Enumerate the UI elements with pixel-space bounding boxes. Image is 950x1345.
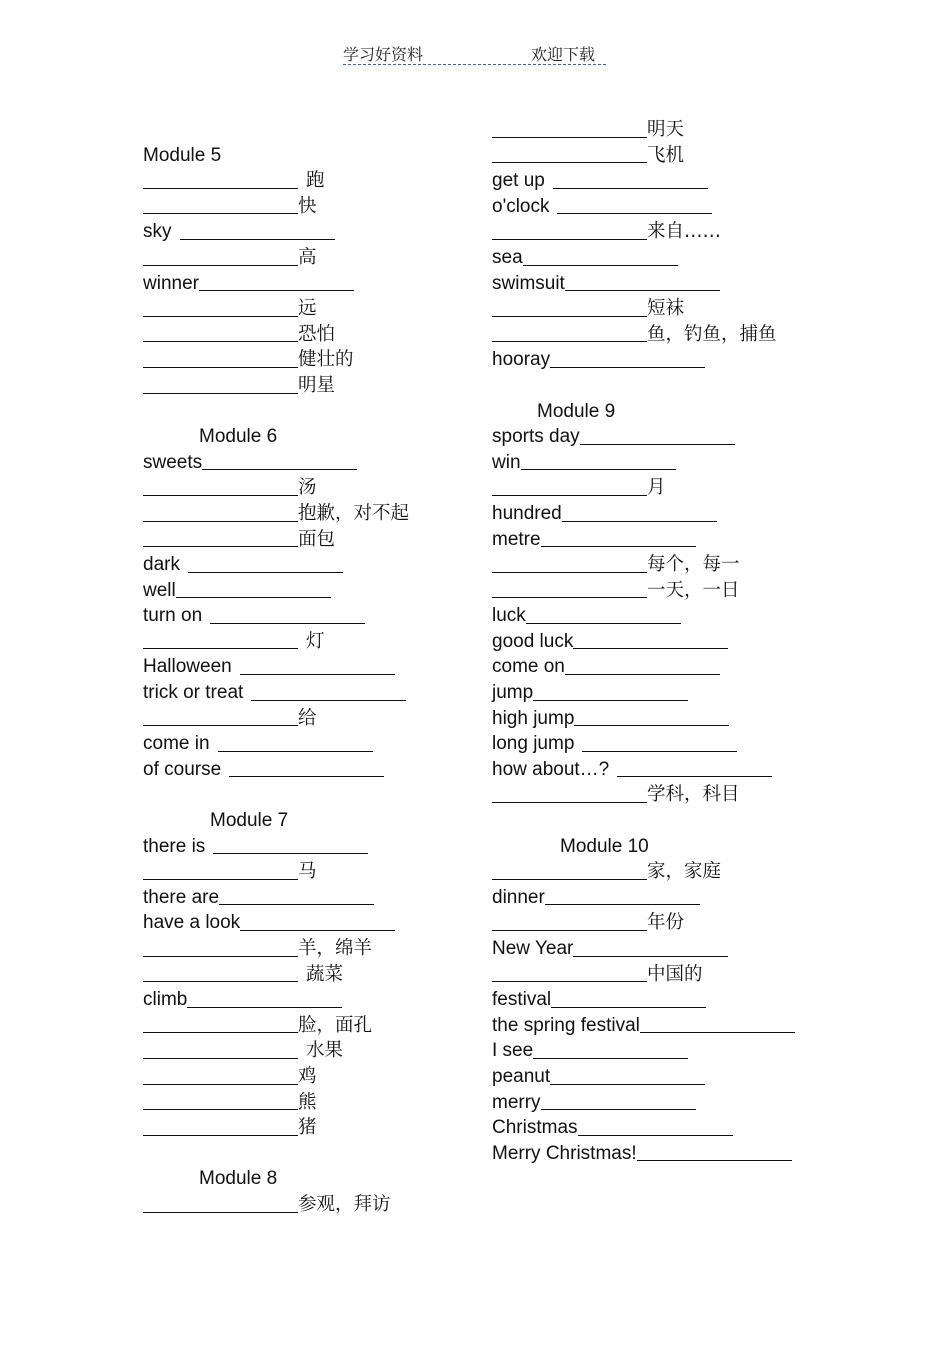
spacer [143,782,503,808]
english-prompt: turn on [143,605,203,627]
chinese-prompt: 健壮的 [298,349,354,371]
answer-blank[interactable] [492,315,647,317]
answer-blank[interactable] [492,980,647,982]
english-prompt: there are [143,886,220,908]
english-prompt: the spring festival [492,1014,640,1036]
english-prompt: get up [492,170,545,192]
english-prompt: well [143,579,176,601]
chinese-prompt: 参观，拜访 [298,1193,391,1215]
module-heading [492,399,852,425]
english-prompt: dark [143,554,180,576]
answer-blank[interactable] [526,622,681,624]
module-title: Module 9 [537,400,616,422]
vocab-line [143,501,503,527]
answer-blank[interactable] [492,238,647,240]
vocab-line [143,885,503,911]
answer-blank[interactable] [492,494,647,496]
vocab-line [492,1115,852,1141]
answer-blank[interactable] [143,1083,298,1085]
chinese-prompt: 学科，科目 [647,784,740,806]
chinese-prompt: 猪 [298,1117,317,1139]
vocab-line [492,654,852,680]
chinese-prompt: 恐怕 [298,323,336,345]
answer-blank[interactable] [143,1108,298,1110]
vocab-line [143,245,503,271]
english-prompt: come in [143,733,210,755]
answer-blank[interactable] [573,955,728,957]
english-prompt: sky [143,221,172,243]
answer-blank[interactable] [143,366,298,368]
vocab-line [492,629,852,655]
answer-blank[interactable] [188,571,343,573]
answer-blank[interactable] [143,955,298,957]
answer-blank[interactable] [640,1031,795,1033]
chinese-prompt: 马 [298,861,317,883]
page-header [343,40,606,65]
vocab-line [492,885,852,911]
module-heading [143,143,503,169]
vocab-line [143,987,503,1013]
answer-blank[interactable] [143,724,298,726]
vocab-line [492,731,852,757]
vocab-line [143,680,503,706]
chinese-prompt: 抱歉，对不起 [298,502,410,524]
answer-blank[interactable] [580,443,735,445]
answer-blank[interactable] [187,1006,342,1008]
answer-blank[interactable] [143,1057,298,1059]
vocab-line [143,654,503,680]
answer-blank[interactable] [143,1031,298,1033]
chinese-prompt: 短袜 [647,298,685,320]
vocab-line [492,1090,852,1116]
answer-blank[interactable] [557,212,712,214]
vocab-line [143,194,503,220]
vocab-line [492,424,852,450]
answer-blank[interactable] [562,520,717,522]
spacer [492,373,852,399]
english-prompt: merry [492,1091,541,1113]
chinese-prompt: 年份 [647,912,685,934]
english-prompt: metre [492,528,541,550]
chinese-prompt: 明星 [298,374,336,396]
english-prompt: o'clock [492,195,550,217]
vocab-line [143,1064,503,1090]
answer-blank[interactable] [492,801,647,803]
answer-blank[interactable] [582,750,737,752]
english-prompt: long jump [492,733,575,755]
chinese-prompt: 一天，一日 [647,579,740,601]
answer-blank[interactable] [143,980,298,982]
chinese-prompt: 熊 [298,1091,317,1113]
answer-blank[interactable] [143,1211,298,1213]
vocab-line [492,1038,852,1064]
english-prompt: jump [492,682,534,704]
answer-blank[interactable] [573,647,728,649]
vocab-line [143,578,503,604]
english-prompt: climb [143,989,188,1011]
answer-blank[interactable] [492,929,647,931]
answer-blank[interactable] [143,647,298,649]
spacer [143,399,503,425]
module-heading [492,834,852,860]
right-column [492,117,852,1166]
vocab-line [143,731,503,757]
vocab-line [492,706,852,732]
answer-blank[interactable] [143,878,298,880]
vocab-line [492,936,852,962]
chinese-prompt: 月 [647,477,666,499]
vocab-line [143,1090,503,1116]
vocab-line [492,475,852,501]
spacer [143,1141,503,1167]
english-prompt: have a look [143,912,241,934]
chinese-prompt: 快 [298,195,317,217]
vocab-line [143,910,503,936]
vocab-line [143,1192,503,1218]
english-prompt: swimsuit [492,272,565,294]
vocab-line [143,834,503,860]
answer-blank[interactable] [492,596,647,598]
answer-blank[interactable] [213,852,368,854]
answer-blank[interactable] [492,878,647,880]
vocab-line [143,475,503,501]
answer-blank[interactable] [202,468,357,470]
answer-blank[interactable] [240,929,395,931]
vocab-line [492,322,852,348]
chinese-prompt: 家，家庭 [647,861,722,883]
chinese-prompt: 来自…… [647,221,722,243]
answer-blank[interactable] [143,1134,298,1136]
vocab-line [492,910,852,936]
answer-blank[interactable] [523,264,678,266]
answer-blank[interactable] [240,673,395,675]
chinese-prompt: 跑 [306,170,325,192]
vocab-line [492,782,852,808]
answer-blank[interactable] [492,161,647,163]
answer-blank[interactable] [143,494,298,496]
module-title: Module 8 [199,1168,278,1190]
chinese-prompt: 远 [298,298,317,320]
answer-blank[interactable] [219,903,374,905]
answer-blank[interactable] [492,340,647,342]
english-prompt: high jump [492,707,575,729]
chinese-prompt: 水果 [306,1040,344,1062]
vocab-line [143,1038,503,1064]
vocab-line [143,1115,503,1141]
answer-blank[interactable] [578,1134,733,1136]
vocab-line [143,168,503,194]
english-prompt: come on [492,656,565,678]
english-prompt: luck [492,605,526,627]
chinese-prompt: 汤 [298,477,317,499]
chinese-prompt: 中国的 [647,963,703,985]
english-prompt: good luck [492,630,574,652]
vocab-line [143,296,503,322]
vocab-line [143,1013,503,1039]
english-prompt: trick or treat [143,682,244,704]
english-prompt: sea [492,246,523,268]
answer-blank[interactable] [550,366,705,368]
english-prompt: winner [143,272,199,294]
vocab-line [143,347,503,373]
answer-blank[interactable] [199,289,354,291]
answer-blank[interactable] [541,1108,696,1110]
vocab-line [492,219,852,245]
module-title: Module 7 [210,810,289,832]
vocab-line [143,373,503,399]
vocab-line [492,296,852,322]
answer-blank[interactable] [143,340,298,342]
english-prompt: hooray [492,349,551,371]
spacer [143,117,503,143]
answer-blank[interactable] [617,775,772,777]
chinese-prompt: 鸡 [298,1065,317,1087]
answer-blank[interactable] [533,699,688,701]
vocab-line [492,552,852,578]
vocab-line [492,117,852,143]
vocab-line [143,859,503,885]
english-prompt: Halloween [143,656,232,678]
left-column [143,117,503,1218]
english-prompt: there is [143,835,206,857]
english-prompt: win [492,451,521,473]
vocab-line [492,1141,852,1167]
vocab-line [143,219,503,245]
vocab-line [492,450,852,476]
answer-blank[interactable] [143,212,298,214]
english-prompt: hundred [492,502,562,524]
vocab-line [492,1064,852,1090]
module-title: Module 5 [143,144,222,166]
vocab-line [143,322,503,348]
header-right-text: 欢迎下载 [531,45,596,64]
vocab-line [492,143,852,169]
chinese-prompt: 蔬菜 [306,963,344,985]
answer-blank[interactable] [143,392,298,394]
english-prompt: peanut [492,1065,551,1087]
module-title: Module 6 [199,426,278,448]
chinese-prompt: 高 [298,246,317,268]
answer-blank[interactable] [553,187,708,189]
answer-blank[interactable] [545,903,700,905]
english-prompt: I see [492,1040,534,1062]
vocab-line [492,194,852,220]
answer-blank[interactable] [637,1159,792,1161]
answer-blank[interactable] [492,136,647,138]
vocab-line [492,962,852,988]
answer-blank[interactable] [143,545,298,547]
chinese-prompt: 飞机 [647,144,685,166]
spacer [492,808,852,834]
chinese-prompt: 鱼，钓鱼，捕鱼 [647,323,777,345]
module-title: Module 10 [560,835,649,857]
chinese-prompt: 脸，面孔 [298,1014,373,1036]
vocab-line [143,603,503,629]
vocab-line [492,603,852,629]
answer-blank[interactable] [143,520,298,522]
english-prompt: dinner [492,886,545,908]
answer-blank[interactable] [565,673,720,675]
chinese-prompt: 灯 [306,630,325,652]
english-prompt: New Year [492,938,574,959]
answer-blank[interactable] [143,315,298,317]
module-heading [143,808,503,834]
answer-blank[interactable] [533,1057,688,1059]
answer-blank[interactable] [492,571,647,573]
vocab-line [492,527,852,553]
vocab-line [143,271,503,297]
vocab-line [143,962,503,988]
answer-blank[interactable] [176,596,331,598]
module-heading [143,424,503,450]
answer-blank[interactable] [180,238,335,240]
vocab-line [143,527,503,553]
chinese-prompt: 明天 [647,119,685,140]
answer-blank[interactable] [143,264,298,266]
answer-blank[interactable] [210,622,365,624]
vocab-line [492,168,852,194]
chinese-prompt: 面包 [298,528,336,550]
vocab-line [492,347,852,373]
answer-blank[interactable] [551,1006,706,1008]
english-prompt: sweets [143,451,203,473]
english-prompt: Merry Christmas! [492,1142,637,1164]
vocab-line [492,859,852,885]
vocab-line [492,757,852,783]
vocab-line [492,578,852,604]
answer-blank[interactable] [574,724,729,726]
english-prompt: sports day [492,426,580,448]
vocab-line [492,1013,852,1039]
vocab-line [143,757,503,783]
vocab-line [492,987,852,1013]
answer-blank[interactable] [218,750,373,752]
answer-blank[interactable] [521,468,676,470]
answer-blank[interactable] [251,699,406,701]
chinese-prompt: 羊，绵羊 [298,938,373,959]
english-prompt: how about…? [492,758,610,780]
vocab-line [143,936,503,962]
answer-blank[interactable] [143,187,298,189]
vocab-line [492,501,852,527]
vocab-line [492,680,852,706]
vocab-line [143,629,503,655]
english-prompt: Christmas [492,1117,578,1139]
answer-blank[interactable] [541,545,696,547]
header-left-text: 学习好资料 [343,45,424,64]
vocab-line [143,706,503,732]
vocab-line [143,450,503,476]
vocab-line [492,245,852,271]
vocab-line [143,552,503,578]
vocab-line [492,271,852,297]
answer-blank[interactable] [550,1083,705,1085]
module-heading [143,1166,503,1192]
answer-blank[interactable] [565,289,720,291]
english-prompt: festival [492,989,552,1011]
english-prompt: of course [143,758,222,780]
chinese-prompt: 给 [298,707,317,729]
chinese-prompt: 每个，每一 [647,554,740,576]
answer-blank[interactable] [229,775,384,777]
